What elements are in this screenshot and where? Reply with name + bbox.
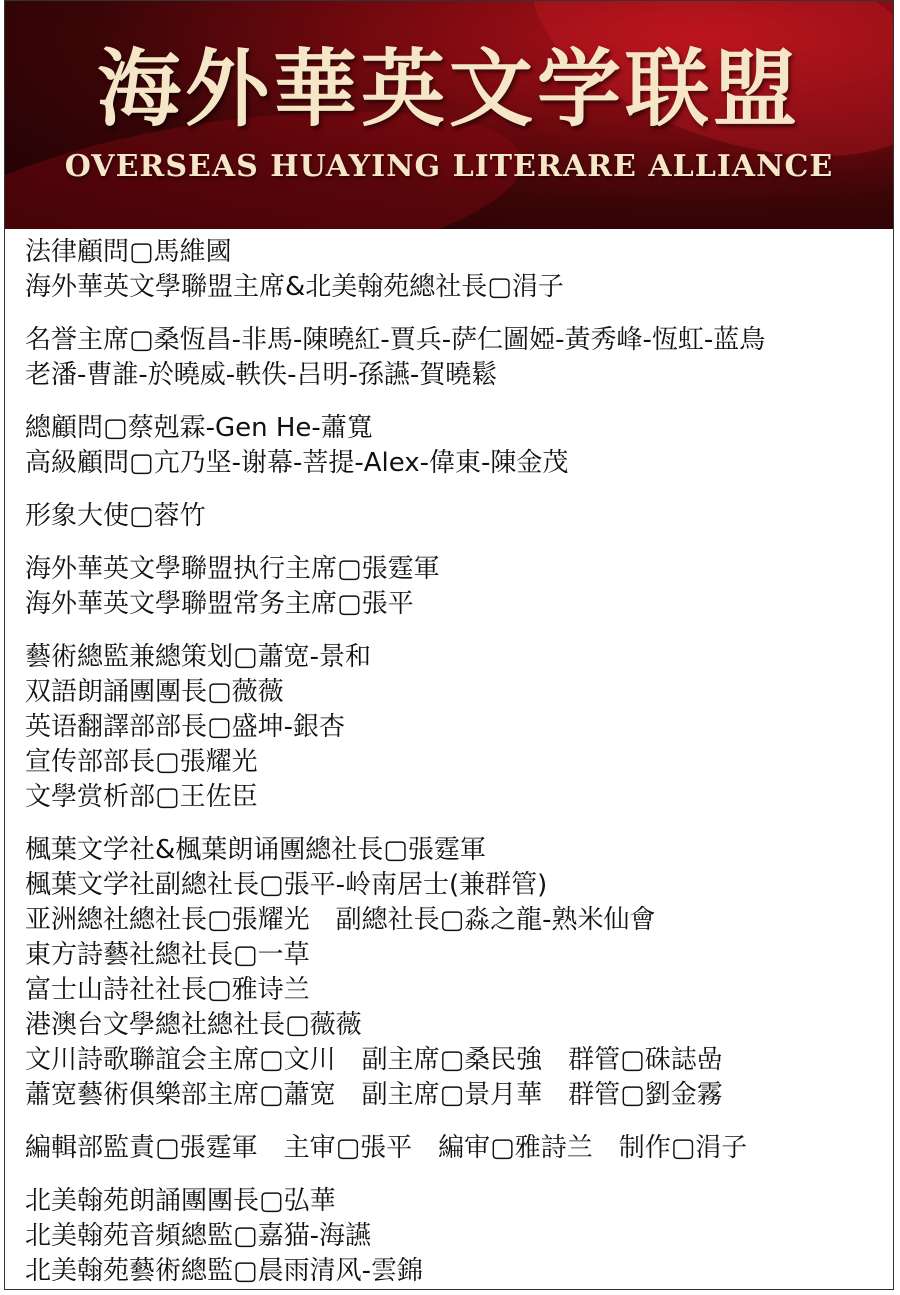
text-line: 高級顧問▢亢乃坚-谢幕-菩提-Alex-偉東-陳金茂 (25, 448, 569, 478)
text-line: 法律顧問▢馬維國 (25, 237, 232, 267)
group-advisors (25, 411, 890, 481)
text-line: 海外華英文學聯盟执行主席▢張霆軍 (25, 554, 440, 584)
text-line: 楓葉文学社副總社長▢張平-岭南居士(兼群管) (25, 870, 548, 900)
text-line: 海外華英文學聯盟常务主席▢張平 (25, 589, 414, 619)
group-executive-chairs (25, 552, 890, 622)
text-line: 文學赏析部▢王佐臣 (25, 782, 258, 812)
group-honorary-chairs (25, 323, 890, 393)
group-legal (25, 235, 890, 305)
group-societies (25, 833, 890, 1113)
group-ambassador (25, 499, 890, 534)
group-departments (25, 640, 890, 815)
member-list (25, 235, 890, 1289)
text-line: 形象大使▢蓉竹 (25, 501, 206, 531)
text-line: 北美翰苑藝術總監▢晨雨清风-雲錦 (25, 1256, 423, 1286)
text-line: 名誉主席▢桑恆昌-非馬-陳曉紅-賈兵-萨仁圖婭-黃秀峰-恆虹-蓝鳥 (25, 325, 766, 355)
text-line: 藝術總監兼總策划▢蕭宽-景和 (25, 642, 371, 672)
poster-page (4, 0, 894, 1290)
text-line: 文川詩歌聯誼会主席▢文川 副主席▢桑民強 群管▢硃誌嵒 (25, 1045, 723, 1075)
group-north-america (25, 1184, 890, 1289)
text-line: 北美翰苑音頻總監▢嘉猫-海讌 (25, 1221, 371, 1251)
text-line: 北美翰苑朗誦團團長▢弘華 (25, 1186, 336, 1216)
text-line: 双語朗誦團團長▢薇薇 (25, 677, 284, 707)
banner-title: 海外華英文学联盟 (96, 40, 801, 138)
group-editorial (25, 1131, 890, 1166)
header-banner (5, 1, 893, 229)
text-line: 海外華英文學聯盟主席&北美翰苑總社長▢涓子 (25, 272, 564, 302)
text-line: 富士山詩社社長▢雅诗兰 (25, 975, 310, 1005)
text-line: 楓葉文学社&楓葉朗诵團總社長▢張霆軍 (25, 835, 486, 865)
text-line: 英语翻譯部部長▢盛坤-銀杏 (25, 712, 345, 742)
text-line: 宣传部部長▢張耀光 (25, 747, 258, 777)
banner-subtitle: OVERSEAS HUAYING LITERARE ALLIANCE (64, 149, 834, 184)
text-line: 蕭宽藝術俱樂部主席▢蕭宽 副主席▢景月華 群管▢劉金霧 (25, 1080, 723, 1110)
text-line: 亚洲總社總社長▢張耀光 副總社長▢淼之龍-熟米仙會 (25, 905, 656, 935)
text-line: 編輯部監責▢張霆軍 主审▢張平 編审▢雅詩兰 制作▢涓子 (25, 1133, 748, 1163)
text-line: 老潘-曹誰-於曉威-軼佚-吕明-孫讌-賀曉鬆 (25, 360, 498, 390)
text-line: 港澳台文學總社總社長▢薇薇 (25, 1010, 362, 1040)
text-line: 東方詩藝社總社長▢一草 (25, 940, 310, 970)
text-line: 總顧問▢蔡剋霖-Gen He-蕭寬 (25, 413, 373, 443)
